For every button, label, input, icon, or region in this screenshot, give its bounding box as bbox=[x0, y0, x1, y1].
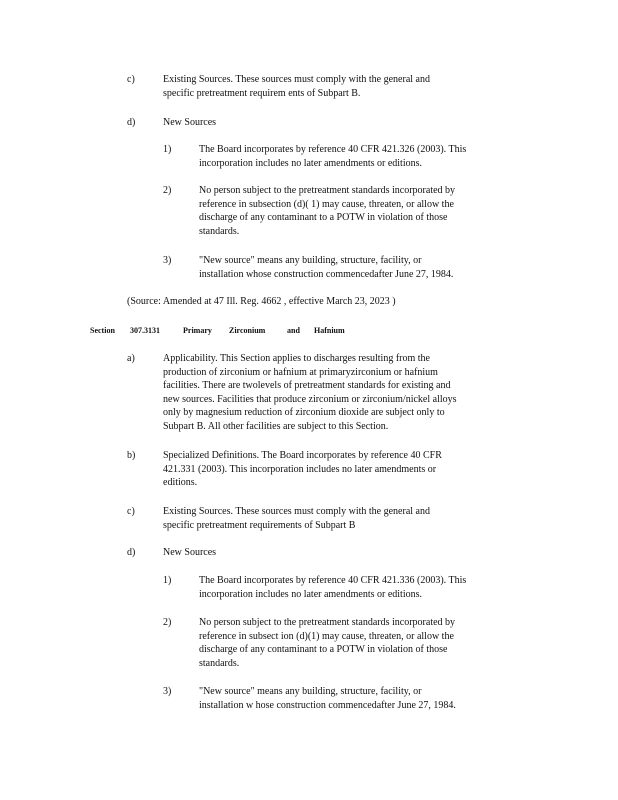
item-d-title: New Sources bbox=[163, 117, 217, 128]
section-title-word: Hafnium bbox=[314, 326, 345, 335]
text-line: Applicability. This Section applies to discharges resulting from the bbox=[163, 353, 430, 364]
text-line: discharge of any contaminant to a POTW in violation of those bbox=[199, 212, 448, 224]
text-line: The Board incorporates by reference 40 CFR 421.326 (2003). This bbox=[199, 144, 467, 155]
item-d1-text bbox=[199, 143, 524, 170]
item-c-label: c) bbox=[127, 506, 135, 517]
item-c-text bbox=[163, 73, 503, 100]
item-d-title: New Sources bbox=[163, 547, 217, 558]
item-d3-text bbox=[199, 685, 524, 712]
text-line: No person subject to the pretreatment standards incorporated by bbox=[199, 617, 456, 628]
text-line: No person subject to the pretreatment standards incorporated by bbox=[199, 185, 456, 196]
text-line: Existing Sources. These sources must comply with the general and bbox=[163, 506, 430, 517]
item-d-label: d) bbox=[127, 547, 136, 558]
text-line: production of zirconium or hafnium at primaryzirconium or hafnium bbox=[163, 366, 438, 378]
item-d-label: d) bbox=[127, 117, 136, 128]
text-line: "New source" means any building, structure, facility, or bbox=[199, 255, 422, 266]
item-d3-text bbox=[199, 254, 524, 281]
item-d3-label: 3) bbox=[163, 686, 172, 697]
item-d2-text bbox=[199, 184, 524, 238]
item-d2-label: 2) bbox=[163, 617, 172, 628]
item-a-text bbox=[163, 352, 503, 434]
text-line: standards. bbox=[199, 225, 240, 237]
text-line: 421.331 (2003). This incorporation includes no later amendments or bbox=[163, 463, 437, 475]
text-line: editions. bbox=[163, 477, 198, 489]
section-number: 307.3131 bbox=[130, 326, 160, 335]
text-line: The Board incorporates by reference 40 CFR 421.336 (2003). This bbox=[199, 575, 467, 586]
item-d1-text bbox=[199, 574, 524, 601]
item-c-label: c) bbox=[127, 74, 135, 85]
text-line: reference in subsect ion (d)(1) may cause, threaten, or allow the bbox=[199, 630, 454, 642]
source-note: (Source: Amended at 47 Ill. Reg. 4662 , effective March 23, 2023 ) bbox=[127, 296, 396, 307]
text-line: installation whose construction commencedafter June 27, 1984. bbox=[199, 268, 454, 280]
text-line: specific pretreatment requirements of Subpart B bbox=[163, 519, 356, 531]
text-line: facilities. There are twolevels of pretreatment standards for existing and bbox=[163, 380, 451, 392]
item-d3-label: 3) bbox=[163, 255, 172, 266]
text-line: discharge of any contaminant to a POTW in violation of those bbox=[199, 644, 448, 656]
text-line: installation w hose construction commencedafter June 27, 1984. bbox=[199, 699, 456, 711]
text-line: incorporation includes no later amendments or editions. bbox=[199, 157, 422, 169]
section-word: Section bbox=[90, 326, 115, 335]
item-d2-label: 2) bbox=[163, 185, 172, 196]
item-d2-text bbox=[199, 616, 524, 670]
text-line: "New source" means any building, structure, facility, or bbox=[199, 686, 422, 697]
item-d1-label: 1) bbox=[163, 144, 172, 155]
item-a-label: a) bbox=[127, 353, 135, 364]
text-line: standards. bbox=[199, 657, 240, 669]
text-line: only by magnesium reduction of zirconium dioxide are subject only to bbox=[163, 407, 445, 419]
section-title-word: and bbox=[287, 326, 300, 335]
item-c-text bbox=[163, 505, 503, 532]
text-line: Subpart B. All other facilities are subject to this Section. bbox=[163, 420, 389, 432]
item-b-label: b) bbox=[127, 450, 136, 461]
text-line: specific pretreatment requirem ents of Subpart B. bbox=[163, 87, 361, 99]
section-title-word: Zirconium bbox=[229, 326, 266, 335]
item-b-text bbox=[163, 449, 503, 490]
text-line: new sources. Facilities that produce zirconium or zirconium/nickel alloys bbox=[163, 393, 457, 405]
text-line: Specialized Definitions. The Board incorporates by reference 40 CFR bbox=[163, 450, 442, 461]
section-title-word: Primary bbox=[183, 326, 212, 335]
text-line: Existing Sources. These sources must comply with the general and bbox=[163, 74, 430, 85]
text-line: reference in subsection (d)( 1) may cause, threaten, or allow the bbox=[199, 198, 454, 210]
text-line: incorporation includes no later amendments or editions. bbox=[199, 588, 422, 600]
item-d1-label: 1) bbox=[163, 575, 172, 586]
